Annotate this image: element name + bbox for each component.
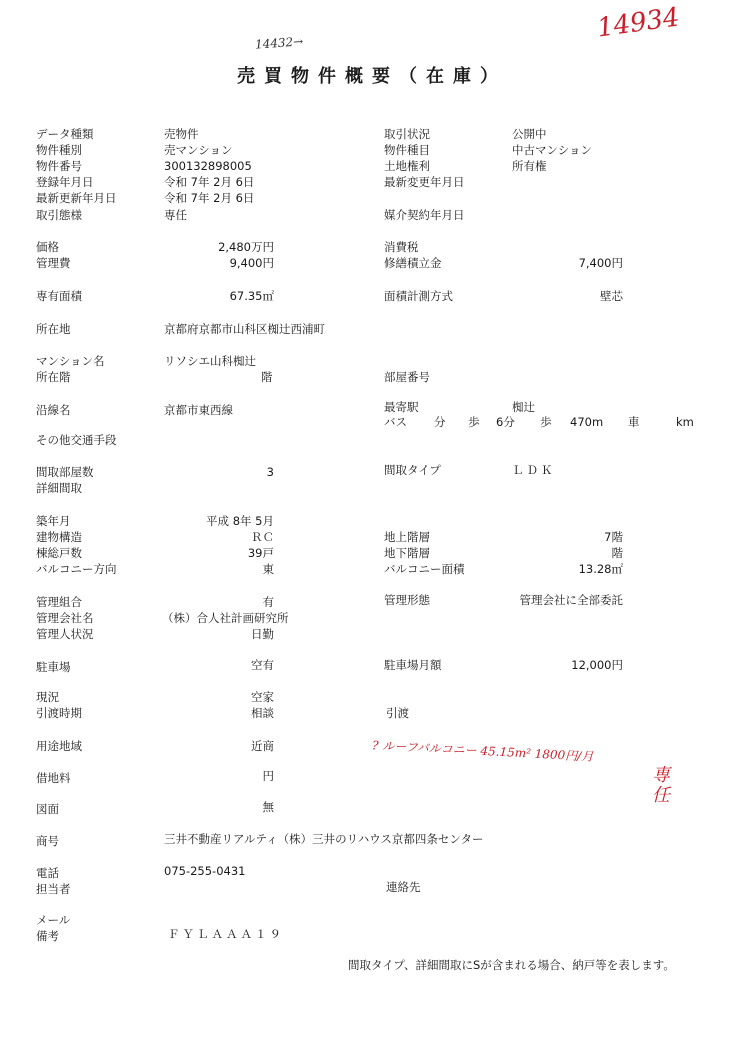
- floor-label: 所在階: [36, 370, 71, 384]
- land-rent-label: 借地料: [36, 771, 71, 785]
- mgmt-fee-label: 管理費: [36, 256, 71, 270]
- price-label: 価格: [36, 240, 59, 254]
- mansion-name-label: マンション名: [36, 354, 105, 368]
- data-type-label: データ種類: [36, 127, 94, 141]
- zoning-value: 近商: [251, 739, 274, 753]
- current-status-label: 現況: [36, 690, 59, 704]
- phone-value: 075-255-0431: [164, 864, 246, 878]
- handwritten-annotation: ? ルーフバルコニー 45.15m² 1800円/月: [371, 738, 594, 764]
- structure-label: 建物構造: [36, 530, 82, 544]
- repair-value: 7,400円: [578, 256, 623, 270]
- parking-fee-label: 駐車場月額: [384, 658, 442, 672]
- layout-detail-label: 詳細間取: [36, 481, 82, 495]
- remarks-label: 備考: [36, 929, 59, 943]
- area-method-value: 壁芯: [600, 289, 623, 303]
- structure-value: ＲＣ: [251, 530, 274, 544]
- room-number-label: 部屋番号: [384, 370, 430, 384]
- mode-label: 取引態様: [36, 208, 82, 222]
- rooms-label: 間取部屋数: [36, 465, 94, 479]
- parking-fee-value: 12,000円: [571, 658, 623, 672]
- registered-value: 令和 7年 2月 6日: [164, 175, 255, 189]
- private-area-value: 67.35㎡: [229, 289, 274, 303]
- handover-time-value: 相談: [251, 706, 274, 720]
- person-label: 担当者: [36, 882, 71, 896]
- union-label: 管理組合: [36, 595, 82, 609]
- document-title: 売買物件概要（在庫）: [237, 66, 507, 87]
- bus-walk-minutes: 6分: [496, 415, 515, 429]
- item-value: 中古マンション: [512, 143, 592, 157]
- handwritten-stamp: 専任: [652, 765, 670, 806]
- mode-value: 専任: [164, 208, 187, 222]
- balcony-area-label: バルコニー面積: [384, 562, 465, 576]
- mgmt-form-value: 管理会社に全部委託: [519, 593, 623, 607]
- agreement-label: 媒介契約年月日: [384, 208, 465, 222]
- union-value: 有: [262, 595, 274, 609]
- built-value: 平成 8年 5月: [206, 514, 274, 528]
- floors-below-label: 地下階層: [384, 546, 430, 560]
- floors-above-label: 地上階層: [384, 530, 430, 544]
- units-value: 39戸: [247, 546, 274, 560]
- balcony-direction-value: 東: [262, 562, 274, 576]
- land-right-value: 所有権: [512, 159, 547, 173]
- built-label: 築年月: [36, 514, 71, 528]
- mail-label: メール: [36, 913, 71, 927]
- drawing-value: 無: [262, 800, 274, 814]
- number-label: 物件番号: [36, 159, 82, 173]
- location-value: 京都府京都市山科区椥辻西浦町: [164, 322, 325, 336]
- layout-type-value: ＬＤＫ: [512, 463, 556, 477]
- contact-label: 連絡先: [386, 880, 421, 894]
- km-label: km: [676, 415, 694, 429]
- units-label: 棟総戸数: [36, 546, 82, 560]
- area-method-label: 面積計測方式: [384, 289, 453, 303]
- station-label: 最寄駅: [384, 400, 419, 414]
- floor-unit: 階: [261, 370, 273, 384]
- footer-note: 間取タイプ、詳細間取にSが含まれる場合、納戸等を表します。: [348, 958, 675, 972]
- trade-name-label: 商号: [36, 834, 59, 848]
- handwritten-ref-number: 14934: [595, 2, 682, 44]
- line-label: 沿線名: [36, 403, 71, 417]
- private-area-label: 専有面積: [36, 289, 82, 303]
- item-label: 物件種目: [384, 143, 430, 157]
- trade-name-value: 三井不動産リアルティ（株）三井のリハウス京都四条センター: [164, 832, 484, 846]
- line-value: 京都市東西線: [164, 403, 233, 417]
- balcony-direction-label: バルコニー方向: [36, 562, 117, 576]
- remarks-value: ＦＹＬＡＡＡ１９: [168, 927, 284, 941]
- manager-value: 日勤: [251, 627, 274, 641]
- registered-label: 登録年月日: [36, 175, 94, 189]
- phone-label: 電話: [36, 866, 59, 880]
- drawing-label: 図面: [36, 802, 59, 816]
- handover-time-label: 引渡時期: [36, 706, 82, 720]
- land-rent-value: 円: [262, 769, 274, 783]
- tax-label: 消費税: [384, 240, 419, 254]
- floors-below-value: 階: [611, 546, 623, 560]
- zoning-label: 用途地域: [36, 739, 82, 753]
- walk-label: 歩: [540, 415, 552, 429]
- status-value: 公開中: [512, 127, 547, 141]
- handover-label: 引渡: [386, 706, 409, 720]
- category-value: 売マンション: [164, 143, 233, 157]
- other-transport-label: その他交通手段: [36, 433, 117, 447]
- car-label: 車: [628, 415, 640, 429]
- bus-walk-label: 歩: [468, 415, 480, 429]
- mgmt-company-value: （株）合人社計画研究所: [162, 611, 289, 625]
- price-value: 2,480万円: [218, 240, 274, 254]
- land-right-label: 土地権利: [384, 159, 430, 173]
- data-type-value: 売物件: [164, 127, 199, 141]
- status-label: 取引状況: [384, 127, 430, 141]
- parking-value: 空有: [251, 658, 274, 672]
- handwritten-top-note: 14432→: [254, 34, 304, 52]
- layout-type-label: 間取タイプ: [384, 463, 441, 477]
- parking-label: 駐車場: [36, 660, 71, 674]
- current-status-value: 空家: [251, 690, 274, 704]
- floors-above-value: 7階: [604, 530, 623, 544]
- bus-label: バス: [384, 415, 407, 429]
- changed-label: 最新変更年月日: [384, 175, 465, 189]
- mgmt-company-label: 管理会社名: [36, 611, 94, 625]
- updated-label: 最新更新年月日: [36, 191, 117, 205]
- mgmt-fee-value: 9,400円: [229, 256, 274, 270]
- bus-min-label: 分: [434, 415, 446, 429]
- walk-distance: 470m: [570, 415, 604, 429]
- updated-value: 令和 7年 2月 6日: [164, 191, 255, 205]
- mgmt-form-label: 管理形態: [384, 593, 430, 607]
- manager-label: 管理人状況: [36, 627, 94, 641]
- repair-label: 修繕積立金: [384, 256, 442, 270]
- mansion-name-value: リソシエ山科椥辻: [164, 354, 256, 368]
- balcony-area-value: 13.28㎡: [578, 562, 623, 576]
- category-label: 物件種別: [36, 143, 82, 157]
- station-value: 椥辻: [512, 400, 535, 414]
- location-label: 所在地: [36, 322, 71, 336]
- rooms-value: 3: [266, 465, 274, 479]
- number-value: 300132898005: [164, 159, 252, 173]
